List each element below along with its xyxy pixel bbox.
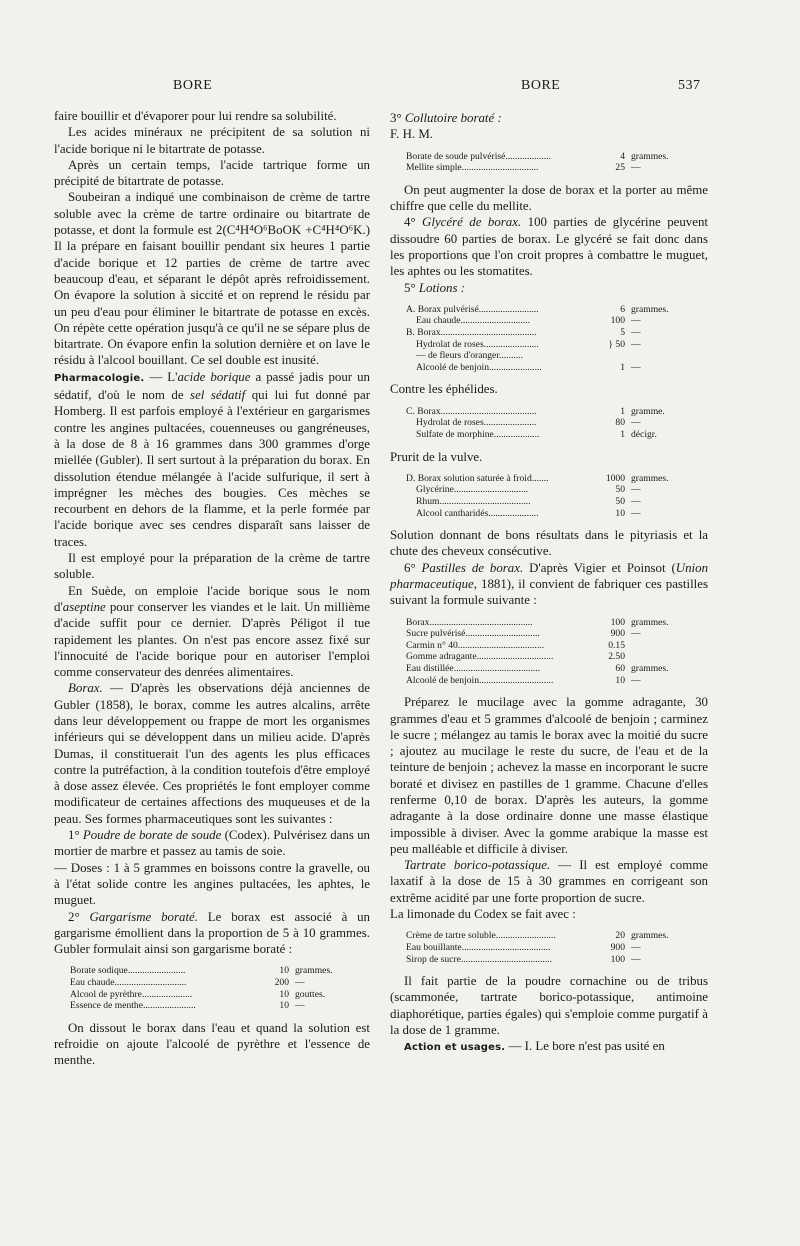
ingredient-quantity: 4 — [620, 150, 625, 162]
text-run: 6° — [404, 560, 422, 575]
ingredient-quantity: 10 — [279, 1000, 289, 1012]
ingredient-unit — [631, 640, 686, 652]
text-run: — I. Le bore n'est pas usité en — [505, 1039, 665, 1054]
ingredient-unit: — — [295, 1000, 305, 1012]
paragraph — [390, 857, 708, 906]
text-run: — Il est employé comme laxatif à la dose de 15 à 30 grammes en corrigeant son extrême acidité par une forte proportion de sucre. — [390, 858, 708, 905]
italic-term: Pastilles de borax. — [421, 560, 524, 575]
ingredient-unit: — — [631, 417, 641, 429]
recipe-row — [406, 640, 686, 652]
recipe-row — [406, 942, 686, 954]
italic-term: Tartrate borico-potassique. — [404, 858, 551, 873]
text-run: 3° — [390, 111, 405, 125]
paragraph: On dissout le borax dans l'eau et quand la solution est refroidie on ajoute l'alcoolé de pyrèthre et l'essence de menthe. — [54, 1020, 370, 1068]
ingredient-name: C. Borax........................................ — [406, 405, 537, 417]
recipe-row — [406, 304, 686, 316]
paragraph: Soubeiran a indiqué une combinaison de crème de tartre soluble avec la crème de tartre ordinaire ou bitartrate de potasse, et dont la formule est 2(C⁴H⁴O⁶BoOK +C⁴H⁴O⁶K.) Il la prépare en faisant bouillir pendant six heures 1 partie d'acide borique et 12 parties de crème de tartre avec beaucoup d'eau, et séparant le dépôt après refroidissement. On évapore la solution à siccité et on reprend le résidu par un peu d'eau pour éliminer le bitartrate de potasse en excès. On répète cette opération jusqu'à ce qu'il ne se sépare plus de bitartrate. On évapore enfin la solution dernière et on lave le résidu à l'alcool bouillant. Ce sel double est inusité. — [54, 190, 370, 368]
recipe-row — [70, 1000, 350, 1012]
ingredient-name: Eau bouillante..................................... — [406, 941, 551, 953]
ingredient-name: Eau distillée.................................... — [406, 663, 541, 675]
ingredient-unit: gouttes. — [295, 988, 326, 1000]
recipe-row — [406, 484, 686, 496]
ingredient-unit: — — [631, 484, 641, 496]
recipe-row — [406, 362, 686, 374]
ingredient-quantity: 1 — [620, 405, 625, 417]
recipe-row — [70, 965, 350, 977]
paragraph — [54, 583, 370, 681]
ingredient-name: Alcool de pyrèthre..................... — [70, 988, 193, 1000]
recipe-row — [406, 327, 686, 339]
recipe-table — [406, 473, 686, 519]
paragraph — [54, 909, 370, 958]
ingredient-name: Essence de menthe...................... — [70, 1000, 196, 1012]
paragraph: Après un certain temps, l'acide tartrique forme un précipité de bitartrate de potasse. — [54, 157, 370, 189]
recipe-row — [406, 930, 686, 942]
ingredient-quantity: 900 — [610, 941, 625, 953]
ingredient-unit: grammes. — [631, 930, 669, 942]
ingredient-name: Alcoolé de benjoin............................... — [406, 674, 554, 686]
recipe-table — [406, 304, 686, 374]
header-right-title: BORE — [521, 78, 561, 93]
text-run: — L' — [144, 369, 178, 384]
ingredient-name: Alcoolé de benjoin...................... — [416, 361, 542, 373]
source-label: F. H. M. — [390, 127, 434, 142]
recipe-table — [406, 406, 686, 441]
ingredient-unit: — — [631, 162, 641, 174]
recipe-row — [406, 954, 686, 966]
ingredient-name: Sucre pulvérisé............................... — [406, 628, 540, 640]
ingredient-name: D. Borax solution saturée à froid....... — [406, 472, 549, 484]
ingredient-quantity: 5 — [620, 327, 625, 339]
ingredient-name: Hydrolat de roses....................... — [416, 338, 539, 350]
ingredient-name: Crème de tartre soluble......................... — [406, 930, 556, 942]
recipe-row — [406, 617, 686, 629]
ingredient-name: A. Borax pulvérisé......................... — [406, 303, 539, 315]
ingredient-unit: — — [631, 953, 641, 965]
recipe-row — [406, 417, 686, 429]
ingredient-name: Eau chaude.............................. — [70, 977, 187, 989]
italic-term: acide borique — [177, 369, 251, 384]
recipe-row — [406, 473, 686, 485]
ingredient-quantity: 1 — [620, 428, 625, 440]
paragraph — [390, 214, 708, 279]
ingredient-unit: grammes. — [631, 472, 669, 484]
ingredient-quantity: 10 — [279, 965, 289, 977]
paragraph: faire bouillir et d'évaporer pour lui rendre sa solubilité. — [54, 109, 337, 123]
ingredient-unit: — — [631, 327, 641, 339]
ingredient-quantity: 200 — [274, 977, 289, 989]
ingredient-quantity: 1000 — [605, 472, 625, 484]
recipe-row — [406, 663, 686, 675]
paragraph: La limonade du Codex se fait avec : — [390, 907, 576, 922]
left-column — [54, 108, 370, 1069]
ingredient-unit: — — [631, 507, 641, 519]
ingredient-unit: grammes. — [631, 663, 669, 675]
ingredient-quantity: 0.15 — [608, 639, 625, 651]
ingredient-unit: gramme. — [631, 405, 665, 417]
right-column — [390, 108, 708, 1057]
ingredient-name: Rhum...................................... — [416, 495, 531, 507]
recipe-table — [406, 151, 686, 174]
ingredient-quantity: 100 — [610, 953, 625, 965]
paragraph: Solution donnant de bons résultats dans le pityriasis et la chute des cheveux consécutive. — [390, 528, 708, 559]
ingredient-quantity: 10 — [279, 988, 289, 1000]
recipe-table — [406, 930, 686, 965]
recipe-row — [406, 508, 686, 520]
heading-collutoire — [390, 110, 708, 126]
text-run: , 1881), il convient de fabriquer ces pastilles suivant la formule suivante : — [390, 577, 708, 608]
ingredient-unit: grammes. — [295, 965, 333, 977]
ingredient-quantity: 20 — [615, 930, 625, 942]
ingredient-unit: grammes. — [631, 616, 669, 628]
ingredient-unit — [631, 651, 686, 663]
recipe-row — [406, 350, 686, 362]
ingredient-name: Sulfate de morphine................... — [416, 428, 540, 440]
ingredient-unit: décigr. — [631, 428, 657, 440]
ingredient-quantity: 25 — [615, 162, 625, 174]
paragraph: Il est employé pour la préparation de la crème de tartre soluble. — [54, 551, 370, 582]
section-lead: Pharmacologie. — [54, 372, 145, 384]
recipe-row — [406, 651, 686, 663]
section-lead: Action et usages. — [404, 1042, 506, 1054]
ingredient-unit: — — [631, 674, 641, 686]
text-run: 5° — [404, 280, 419, 295]
italic-term: Collutoire boraté : — [404, 111, 502, 125]
paragraph: On peut augmenter la dose de borax et la porter au même chiffre que celle du mellite. — [390, 182, 708, 214]
ingredient-unit: grammes. — [631, 303, 669, 315]
ingredient-name: Glycérine............................... — [416, 484, 529, 496]
italic-term: Glycéré de borax. — [422, 215, 522, 230]
recipe-table — [406, 617, 686, 687]
paragraph-pharmacologie — [54, 369, 370, 550]
ingredient-name: Eau chaude............................. — [416, 315, 531, 327]
recipe-row — [406, 315, 686, 327]
ingredient-unit — [631, 350, 686, 362]
ingredient-quantity: 60 — [615, 663, 625, 675]
paragraph: Les acides minéraux ne précipitent de sa solution ni l'acide borique ni le bitartrate de potasse. — [54, 125, 370, 156]
recipe-row — [406, 339, 686, 351]
ingredient-quantity — [601, 350, 631, 362]
text-run: qui lui fut donné par Homberg. Il est parfois employé à l'extérieur en gargarismes contre les angines pultacées, couenneuses ou gangréneuses, à la dose de 8 à 16 grammes dans 300 grammes d'orge miellée (Gubler). Il sert surtout à la préparation du borax. En dissolution étendue mélangée à l'acide sulfurique, il sert à imprégner les mèches des bougies. Ces mèches se recourbent en dehors de la flamme, et la perle formée par l'acide borique avec ses cendres disparaît sans laisser de traces. — [54, 388, 371, 549]
paragraph: Préparez le mucilage avec la gomme adragante, 30 grammes d'eau et 5 grammes d'alcoolé de benjoin ; carminez le sucre ; mélangez au tamis le borax avec la moitié du sucre ; ajoutez au mucilage le reste du sucre, de l'eau et de la teinture de benjoin ; achevez la masse en incorporant le sucre boraté et divisez en pastilles de 1 gramme. Chacune d'elles renferme 0,10 de borax. D'après les auteurs, la gomme adragante à la dose ordinaire donne une masse élastique impossible à diviser. Avec la gomme arabique la masse est peu malléable et difficile à diviser. — [390, 695, 708, 856]
ingredient-quantity: } 50 — [608, 338, 625, 350]
paragraph: Prurit de la vulve. — [390, 449, 483, 464]
italic-term: Lotions : — [418, 280, 466, 295]
recipe-row — [406, 406, 686, 418]
ingredient-name: B. Borax........................................ — [406, 327, 537, 339]
ingredient-quantity: 1 — [620, 361, 625, 373]
page-number: 537 — [678, 78, 701, 93]
ingredient-name: Borate sodique........................ — [70, 965, 186, 977]
text-run: a passé jadis pour un sédatif, d'où le nom de — [54, 369, 370, 403]
ingredient-quantity: 900 — [610, 628, 625, 640]
text-run: 100 parties de glycérine peuvent dissoudre 60 parties de borax. Le glycéré se fait donc dans les proportions que l'on croit propres à combattre le muguet, les aphtes ou les stomatites. — [390, 215, 708, 279]
text-run: 1° — [68, 828, 83, 843]
paragraph: Il fait partie de la poudre cornachine ou de tribus (scammonée, tartrate borico-potassique, antimoine diaphorétique, parties égales) qui s'emploie comme purgatif à la dose de 1 gramme. — [390, 974, 708, 1038]
running-header — [0, 78, 800, 98]
heading-lotions — [390, 280, 708, 296]
ingredient-quantity: 50 — [615, 495, 625, 507]
ingredient-name: Alcool cantharidés..................... — [416, 507, 539, 519]
ingredient-name: Mellite simple................................ — [406, 162, 539, 174]
italic-term: sel sédatif — [190, 388, 246, 403]
ingredient-unit: — — [631, 941, 641, 953]
text-run: D'après Vigier et Poinsot ( — [523, 560, 676, 575]
paragraph — [390, 560, 708, 609]
header-left-title: BORE — [173, 78, 213, 93]
ingredient-unit: — — [631, 315, 641, 327]
ingredient-unit: — — [631, 628, 641, 640]
ingredient-quantity: 80 — [615, 417, 625, 429]
paragraph: — Doses : 1 à 5 grammes en boissons contre la gravelle, ou à l'état solide contre les angines pultacées, les aphtes, le muguet. — [54, 860, 370, 908]
recipe-row — [406, 162, 686, 174]
ingredient-quantity: 10 — [615, 507, 625, 519]
recipe-row — [406, 429, 686, 441]
ingredient-quantity: 10 — [615, 674, 625, 686]
ingredient-name: Borate de soude pulvérisé................... — [406, 150, 551, 162]
ingredient-quantity: 100 — [610, 315, 625, 327]
ingredient-unit: — — [631, 495, 641, 507]
italic-term: aseptine — [62, 599, 106, 614]
recipe-row — [70, 977, 350, 989]
ingredient-quantity: 2.50 — [608, 651, 625, 663]
ingredient-name: Sirop de sucre...................................... — [406, 953, 553, 965]
ingredient-unit: — — [631, 361, 641, 373]
recipe-row — [406, 628, 686, 640]
text-run: pour conserver les viandes et le lait. Un millième d'acide suffit pour ce dernier. D'après Péligot il tue rapidement les plantes. On n'est pas encore assez fixé sur l'innocuité de l'acide borique pour en autoriser l'emploi comme conservateur des denrées alimentaires. — [54, 599, 370, 680]
paragraph-borax — [54, 680, 370, 827]
recipe-row — [70, 989, 350, 1001]
italic-term: Gargarisme boraté. — [89, 909, 198, 924]
text-run: Le borax est associé à un gargarisme émollient dans la proportion de 5 à 10 grammes. Gubler formulait ainsi son gargarisme boraté : — [54, 909, 371, 957]
ingredient-unit: — — [295, 977, 305, 989]
ingredient-name: — de fleurs d'oranger.......... — [416, 350, 523, 362]
recipe-table — [70, 965, 350, 1011]
ingredient-quantity: 50 — [615, 484, 625, 496]
ingredient-unit: grammes. — [631, 150, 669, 162]
ingredient-name: Gomme adragante................................ — [406, 651, 554, 663]
italic-term: Borax. — [68, 681, 103, 696]
ingredient-name: Hydrolat de roses...................... — [416, 417, 537, 429]
paragraph — [54, 827, 370, 860]
ingredient-quantity: 100 — [610, 616, 625, 628]
ingredient-name: Carmin n° 40.................................... — [406, 639, 545, 651]
recipe-row — [406, 496, 686, 508]
paragraph: Contre les éphélides. — [390, 382, 498, 397]
ingredient-unit: — — [631, 338, 641, 350]
text-run: 4° — [404, 215, 423, 230]
recipe-row — [406, 151, 686, 163]
ingredient-quantity: 6 — [620, 303, 625, 315]
text-run: En Suède, on emploie l'acide borique sous le nom d' — [54, 583, 370, 614]
text-run: — D'après les observations déjà anciennes de Gubler (1858), le borax, comme les autres alcalins, arrête dans leur développement ou frappe de mort les organismes inférieurs qui se développent dans un milieu acide. D'après Dumas, il constituerait l'un des agents les plus efficaces contre la putréfaction, à la condition toutefois d'être employé à dose assez élevée. Ces propriétés le font employer comme modificateur de certaines affections des muqueuses et de la peau. Ses formes pharmaceutiques sont les suivantes : — [54, 681, 370, 826]
italic-term: Poudre de borate de soude — [82, 828, 222, 843]
italic-term: Union pharmaceutique — [390, 560, 709, 592]
paragraph-action — [390, 1038, 708, 1056]
recipe-row — [406, 675, 686, 687]
ingredient-name: Borax........................................... — [406, 616, 533, 628]
text-run: 2° — [68, 909, 90, 924]
text-run: (Codex). Pulvérisez dans un mortier de marbre et passez au tamis de soie. — [54, 828, 370, 859]
